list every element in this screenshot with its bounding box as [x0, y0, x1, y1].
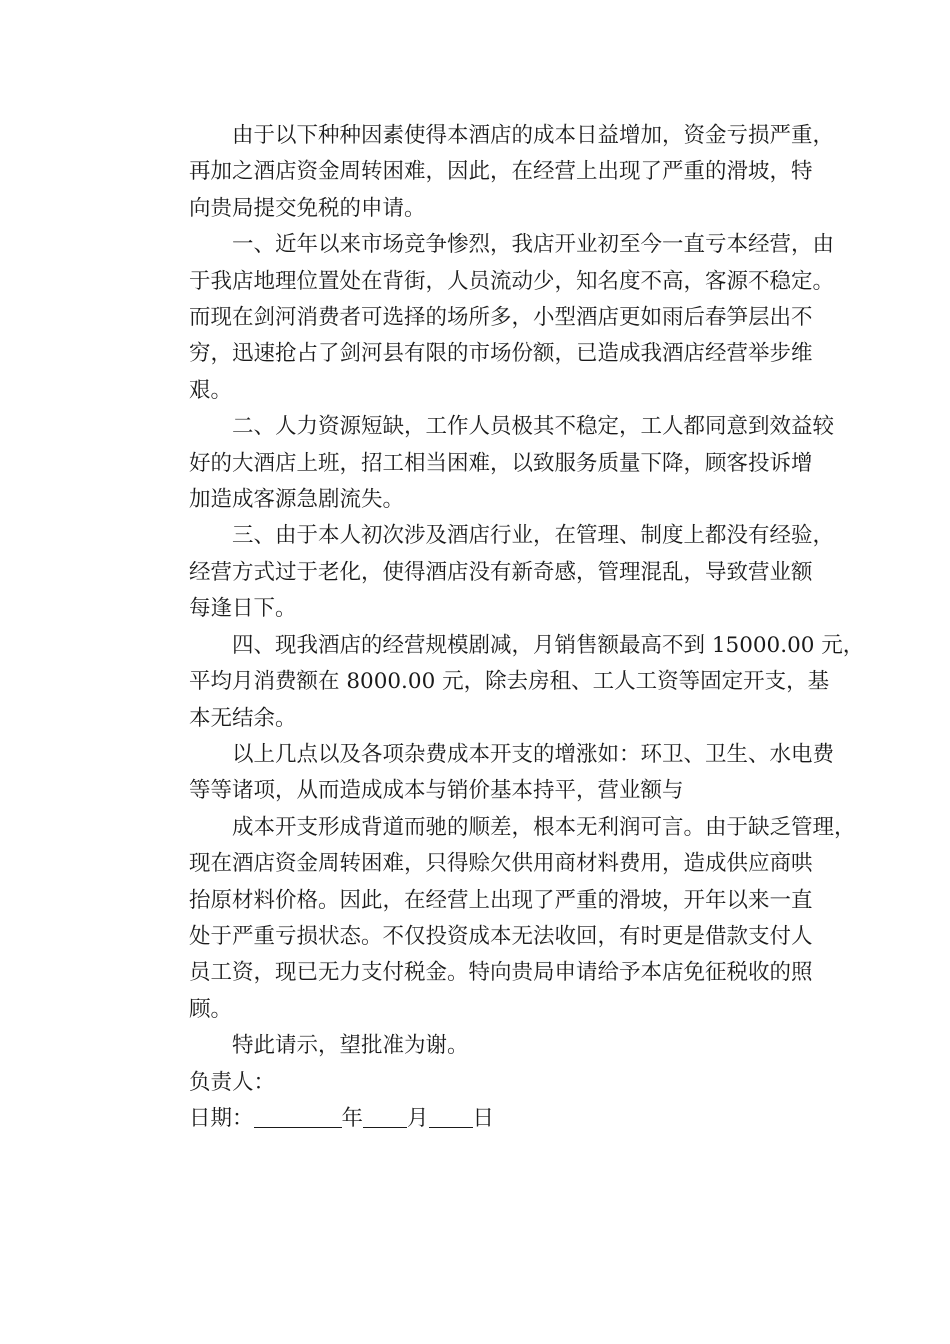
text-line: 本无结余。 — [189, 705, 297, 731]
paragraph-request — [146, 810, 856, 1028]
text-line: 经营方式过于老化，使得酒店没有新奇感，管理混乱，导致营业额 — [189, 559, 813, 585]
date-line — [146, 1101, 816, 1137]
text-line: 向贵局提交免税的申请。 — [189, 195, 426, 221]
text-line: 好的大酒店上班，招工相当困难，以致服务质量下降，顾客投诉增 — [189, 450, 813, 476]
responsible-label: 负责人： — [189, 1069, 276, 1095]
responsible-person-line — [146, 1065, 816, 1101]
text-line: 平均月消费额在 8000.00 元，除去房租、工人工资等固定开支，基 — [189, 669, 830, 695]
text-line: 由于以下种种因素使得本酒店的成本日益增加，资金亏损严重， — [232, 123, 835, 148]
paragraph-reason-2 — [146, 409, 835, 518]
document-body — [146, 118, 865, 1137]
text-line: 加造成客源急剧流失。 — [189, 487, 405, 513]
text-line: 顾。 — [189, 996, 233, 1022]
paragraph-closing — [146, 1028, 816, 1064]
text-line: 艰。 — [189, 377, 233, 403]
text-line: 以上几点以及各项杂费成本开支的增涨如：环卫、卫生、水电费 — [232, 741, 835, 767]
paragraph-reason-4 — [146, 628, 865, 737]
text-line: 现在酒店资金周转困难，只得赊欠供用商材料费用，造成供应商哄 — [189, 851, 813, 877]
year-label: 年 — [341, 1105, 364, 1131]
text-line: 每逢日下。 — [189, 596, 297, 622]
month-blank — [363, 1101, 407, 1128]
text-line: 等等诸项，从而造成成本与销价基本持平，营业额与 — [189, 778, 684, 804]
text-line: 穷，迅速抢占了剑河县有限的市场份额，已造成我酒店经营举步维 — [189, 341, 813, 367]
text-line: 于我店地理位置处在背街，人员流动少，知名度不高，客源不稳定。 — [189, 268, 835, 294]
text-line: 一、近年以来市场竞争惨烈，我店开业初至今一直亏本经营，由 — [232, 232, 835, 258]
text-line: 再加之酒店资金周转困难，因此，在经营上出现了严重的滑坡，特 — [189, 159, 813, 185]
day-label: 日 — [472, 1105, 495, 1131]
text-line: 三、由于本人初次涉及酒店行业，在管理、制度上都没有经验， — [232, 523, 835, 549]
date-label: 日期： — [189, 1105, 254, 1131]
text-line: 成本开支形成背道而驰的顺差，根本无利润可言。由于缺乏管理， — [232, 814, 856, 840]
text-line: 四、现我酒店的经营规模剧减，月销售额最高不到 15000.00 元， — [232, 632, 865, 658]
year-blank — [254, 1101, 342, 1128]
text-line: 而现在剑河消费者可选择的场所多，小型酒店更如雨后春笋层出不 — [189, 305, 813, 331]
text-line: 处于严重亏损状态。不仅投资成本无法收回，有时更是借款支付人 — [189, 923, 813, 949]
day-blank — [429, 1101, 473, 1128]
paragraph-reason-1 — [146, 227, 835, 409]
text-line: 员工资，现已无力支付税金。特向贵局申请给予本店免征税收的照 — [189, 960, 813, 986]
paragraph-summary — [146, 737, 835, 810]
paragraph-reason-3 — [146, 518, 835, 627]
text-line: 特此请示，望批准为谢。 — [232, 1033, 469, 1059]
text-line: 二、人力资源短缺，工作人员极其不稳定，工人都同意到效益较 — [232, 414, 835, 440]
text-line: 抬原材料价格。因此，在经营上出现了严重的滑坡，开年以来一直 — [189, 887, 813, 913]
month-label: 月 — [407, 1105, 429, 1131]
paragraph-intro — [146, 118, 835, 227]
